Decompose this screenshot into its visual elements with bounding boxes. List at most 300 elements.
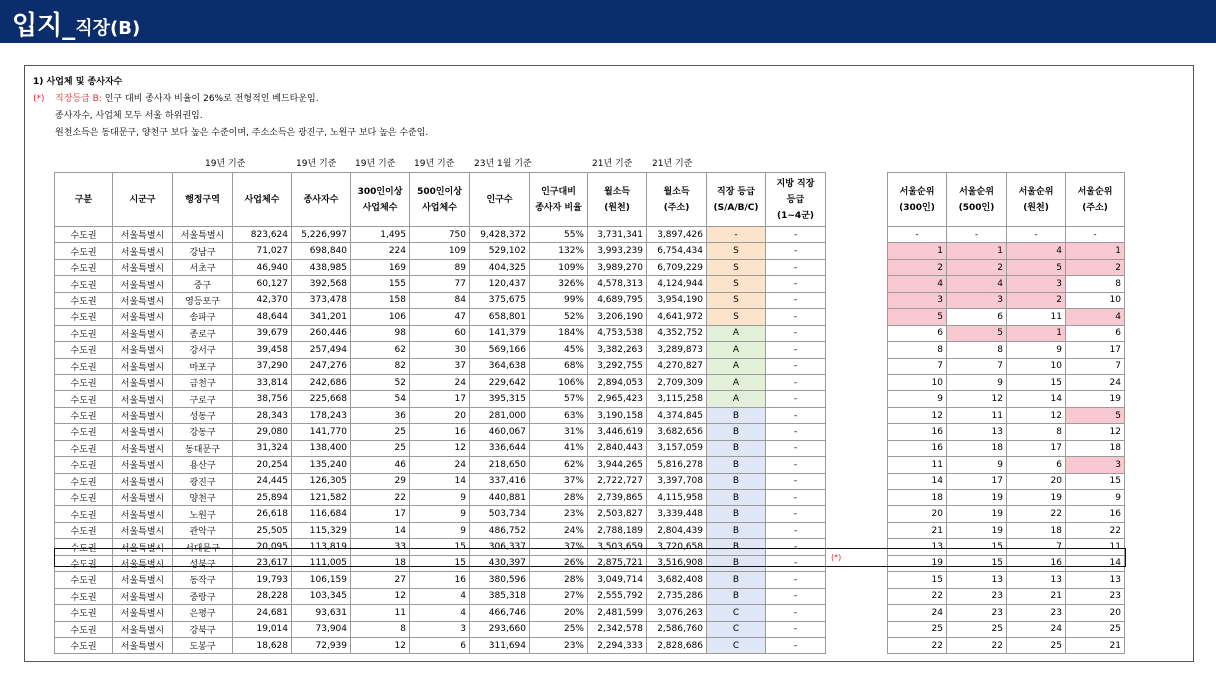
table-cell: 19,014 xyxy=(233,621,292,637)
table-cell: 28,228 xyxy=(233,588,292,604)
table-cell: 440,881 xyxy=(470,490,530,506)
rank-cell: 3 xyxy=(888,292,947,308)
table-cell: 106 xyxy=(351,309,410,325)
table-cell: 수도권 xyxy=(55,391,113,407)
grade-cell: - xyxy=(707,227,766,243)
table-cell: 47 xyxy=(410,309,470,325)
note-line-2: 종사자수, 사업체 모두 서울 하위권임. xyxy=(55,111,203,121)
rank-column-header: 서울순위 (500인) xyxy=(947,173,1007,227)
rank-cell: 17 xyxy=(1066,342,1125,358)
table-cell: 양천구 xyxy=(173,490,233,506)
table-row xyxy=(55,621,826,637)
rank-table xyxy=(887,172,1125,654)
table-cell: 수도권 xyxy=(55,637,113,653)
table-cell: - xyxy=(766,374,826,390)
table-cell: 37% xyxy=(530,539,588,555)
table-cell: 11 xyxy=(351,605,410,621)
table-cell: 392,568 xyxy=(292,276,351,292)
rank-cell: 18 xyxy=(888,490,947,506)
table-cell: 225,668 xyxy=(292,391,351,407)
table-cell: 수도권 xyxy=(55,605,113,621)
rank-row xyxy=(888,440,1125,456)
table-cell: - xyxy=(766,309,826,325)
table-cell: 115,329 xyxy=(292,522,351,538)
table-cell: 54 xyxy=(351,391,410,407)
grade-cell: B xyxy=(707,555,766,571)
grade-label: 직장등급 B: xyxy=(55,94,102,104)
table-cell: 광진구 xyxy=(173,473,233,489)
grade-cell: B xyxy=(707,457,766,473)
table-cell: 3,516,908 xyxy=(647,555,707,571)
column-header: 300인이상 사업체수 xyxy=(351,173,410,227)
table-cell: 6,754,434 xyxy=(647,243,707,259)
table-cell: 37,290 xyxy=(233,358,292,374)
table-cell: 수도권 xyxy=(55,572,113,588)
table-cell: 20 xyxy=(410,407,470,423)
table-cell: 89 xyxy=(410,259,470,275)
table-cell: 수도권 xyxy=(55,292,113,308)
table-cell: 326% xyxy=(530,276,588,292)
grade-cell: C xyxy=(707,621,766,637)
table-cell: 141,770 xyxy=(292,424,351,440)
rank-cell: 13 xyxy=(947,424,1007,440)
rank-cell: 21 xyxy=(1007,588,1066,604)
table-cell: 서울특별시 xyxy=(113,243,173,259)
table-cell: 529,102 xyxy=(470,243,530,259)
table-cell: - xyxy=(766,605,826,621)
table-cell: 서대문구 xyxy=(173,539,233,555)
rank-cell: 19 xyxy=(947,522,1007,538)
table-cell: 수도권 xyxy=(55,621,113,637)
table-cell: - xyxy=(766,506,826,522)
table-cell: - xyxy=(766,621,826,637)
table-cell: - xyxy=(766,588,826,604)
table-cell: 3,076,263 xyxy=(647,605,707,621)
table-cell: 46,940 xyxy=(233,259,292,275)
table-cell: 서울특별시 xyxy=(113,572,173,588)
table-cell: 26,618 xyxy=(233,506,292,522)
grade-cell: B xyxy=(707,506,766,522)
rank-cell: 4 xyxy=(947,276,1007,292)
table-cell: 380,596 xyxy=(470,572,530,588)
table-cell: 수도권 xyxy=(55,276,113,292)
rank-cell: 24 xyxy=(1007,621,1066,637)
table-cell: 은평구 xyxy=(173,605,233,621)
table-cell: 중랑구 xyxy=(173,588,233,604)
rank-cell: - xyxy=(1007,227,1066,243)
note-line-1 xyxy=(33,91,428,108)
rank-column-header: 서울순위 (300인) xyxy=(888,173,947,227)
table-cell: - xyxy=(766,292,826,308)
table-cell: 서울특별시 xyxy=(113,539,173,555)
rank-row xyxy=(888,605,1125,621)
table-cell: 2,739,865 xyxy=(588,490,647,506)
table-cell: 14 xyxy=(351,522,410,538)
table-row xyxy=(55,605,826,621)
rank-cell: 6 xyxy=(1066,325,1125,341)
rank-row xyxy=(888,506,1125,522)
table-cell: 12 xyxy=(410,440,470,456)
rank-cell: 4 xyxy=(888,276,947,292)
grade-cell: B xyxy=(707,440,766,456)
table-cell: 4,689,795 xyxy=(588,292,647,308)
rank-cell: 6 xyxy=(947,309,1007,325)
table-cell: 9 xyxy=(410,522,470,538)
rank-cell: 7 xyxy=(1007,539,1066,555)
rank-cell: 1 xyxy=(1007,325,1066,341)
rank-cell: 19 xyxy=(947,506,1007,522)
highlight-star: (*) xyxy=(831,553,842,562)
table-cell: 31% xyxy=(530,424,588,440)
rank-cell: 22 xyxy=(947,637,1007,653)
table-cell: 2,503,827 xyxy=(588,506,647,522)
table-cell: 4,374,845 xyxy=(647,407,707,423)
rank-row xyxy=(888,407,1125,423)
table-cell: 306,337 xyxy=(470,539,530,555)
table-cell: 2,894,053 xyxy=(588,374,647,390)
table-cell: 341,201 xyxy=(292,309,351,325)
table-cell: 서울특별시 xyxy=(113,391,173,407)
table-cell: 서울특별시 xyxy=(173,227,233,243)
table-cell: 구로구 xyxy=(173,391,233,407)
rank-cell: 5 xyxy=(947,325,1007,341)
rank-row xyxy=(888,276,1125,292)
table-cell: - xyxy=(766,358,826,374)
grade-cell: A xyxy=(707,391,766,407)
table-cell: 수도권 xyxy=(55,539,113,555)
notes-block xyxy=(33,74,428,142)
rank-cell: 8 xyxy=(1007,424,1066,440)
table-cell: 337,416 xyxy=(470,473,530,489)
grade-cell: B xyxy=(707,522,766,538)
table-cell: 15 xyxy=(410,555,470,571)
table-row xyxy=(55,457,826,473)
table-cell: - xyxy=(766,259,826,275)
table-cell: 수도권 xyxy=(55,555,113,571)
table-cell: 57% xyxy=(530,391,588,407)
table-cell: 수도권 xyxy=(55,473,113,489)
table-cell: 도봉구 xyxy=(173,637,233,653)
table-cell: 3,289,873 xyxy=(647,342,707,358)
basis-label: 19년 기준 xyxy=(205,159,246,169)
column-header: 인구수 xyxy=(470,173,530,227)
table-cell: 22 xyxy=(351,490,410,506)
table-cell: 서울특별시 xyxy=(113,325,173,341)
table-cell: 서울특별시 xyxy=(113,506,173,522)
table-cell: 2,788,189 xyxy=(588,522,647,538)
table-cell: 강북구 xyxy=(173,621,233,637)
table-cell: 46 xyxy=(351,457,410,473)
rank-cell: 8 xyxy=(1066,276,1125,292)
rank-cell: - xyxy=(947,227,1007,243)
rank-row xyxy=(888,424,1125,440)
table-cell: 12 xyxy=(351,588,410,604)
rank-cell: 23 xyxy=(1066,588,1125,604)
table-cell: 2,481,599 xyxy=(588,605,647,621)
table-cell: 5,226,997 xyxy=(292,227,351,243)
table-cell: 수도권 xyxy=(55,457,113,473)
table-cell: 116,684 xyxy=(292,506,351,522)
table-cell: 18,628 xyxy=(233,637,292,653)
table-row xyxy=(55,637,826,653)
highlight-row-box xyxy=(54,548,1126,567)
table-cell: 수도권 xyxy=(55,227,113,243)
rank-cell: 6 xyxy=(1007,457,1066,473)
table-cell: 52 xyxy=(351,374,410,390)
grade-cell: C xyxy=(707,637,766,653)
rank-cell: 24 xyxy=(1066,374,1125,390)
rank-row xyxy=(888,227,1125,243)
table-cell: 노원구 xyxy=(173,506,233,522)
table-row xyxy=(55,259,826,275)
table-cell: 2,709,309 xyxy=(647,374,707,390)
table-cell: 3 xyxy=(410,621,470,637)
section-title: 1) 사업체 및 종사자수 xyxy=(33,77,123,87)
table-cell: 25,505 xyxy=(233,522,292,538)
grade-cell: B xyxy=(707,539,766,555)
rank-cell: 25 xyxy=(1007,637,1066,653)
table-row xyxy=(55,358,826,374)
table-cell: - xyxy=(766,325,826,341)
rank-row xyxy=(888,572,1125,588)
table-cell: 1,495 xyxy=(351,227,410,243)
grade-cell: S xyxy=(707,309,766,325)
table-cell: 서울특별시 xyxy=(113,342,173,358)
basis-label: 19년 기준 xyxy=(355,159,396,169)
table-row xyxy=(55,342,826,358)
table-cell: - xyxy=(766,555,826,571)
table-cell: 19,793 xyxy=(233,572,292,588)
rank-cell: 12 xyxy=(947,391,1007,407)
table-cell: 3,190,158 xyxy=(588,407,647,423)
rank-cell: 10 xyxy=(1007,358,1066,374)
table-cell: 430,397 xyxy=(470,555,530,571)
table-cell: - xyxy=(766,473,826,489)
table-cell: - xyxy=(766,342,826,358)
table-cell: 45% xyxy=(530,342,588,358)
table-cell: 16 xyxy=(410,572,470,588)
basis-label: 21년 기준 xyxy=(652,159,693,169)
rank-cell: 2 xyxy=(1007,292,1066,308)
table-cell: 17 xyxy=(410,391,470,407)
table-cell: 4 xyxy=(410,605,470,621)
rank-cell: 1 xyxy=(888,243,947,259)
rank-cell: 2 xyxy=(888,259,947,275)
rank-row xyxy=(888,391,1125,407)
table-row xyxy=(55,391,826,407)
grade-cell: A xyxy=(707,342,766,358)
column-header: 직장 등급 (S/A/B/C) xyxy=(707,173,766,227)
table-cell: 2,294,333 xyxy=(588,637,647,653)
note-text-1: 인구 대비 종사자 비율이 26%로 전형적인 베드타운임. xyxy=(101,94,319,104)
rank-cell: 13 xyxy=(888,539,947,555)
table-cell: 503,734 xyxy=(470,506,530,522)
table-cell: 15 xyxy=(410,539,470,555)
rank-row xyxy=(888,490,1125,506)
table-cell: 서울특별시 xyxy=(113,292,173,308)
table-cell: 4,753,538 xyxy=(588,325,647,341)
table-cell: 126,305 xyxy=(292,473,351,489)
table-cell: 서울특별시 xyxy=(113,637,173,653)
rank-cell: 11 xyxy=(1066,539,1125,555)
column-header: 사업체수 xyxy=(233,173,292,227)
table-cell: 17 xyxy=(351,506,410,522)
table-cell: 158 xyxy=(351,292,410,308)
rank-cell: 7 xyxy=(888,358,947,374)
table-cell: 3,157,059 xyxy=(647,440,707,456)
table-cell: 39,679 xyxy=(233,325,292,341)
rank-cell: 17 xyxy=(1007,440,1066,456)
table-cell: 서울특별시 xyxy=(113,227,173,243)
table-cell: 33 xyxy=(351,539,410,555)
page-title xyxy=(12,5,140,42)
table-cell: 수도권 xyxy=(55,490,113,506)
rank-cell: 3 xyxy=(1066,457,1125,473)
rank-row xyxy=(888,588,1125,604)
table-row xyxy=(55,572,826,588)
table-cell: 141,379 xyxy=(470,325,530,341)
table-cell: 4,115,958 xyxy=(647,490,707,506)
grade-cell: S xyxy=(707,259,766,275)
rank-cell: 9 xyxy=(888,391,947,407)
table-cell: 12 xyxy=(351,637,410,653)
table-row xyxy=(55,490,826,506)
rank-cell: 11 xyxy=(1007,309,1066,325)
rank-cell: 14 xyxy=(888,473,947,489)
grade-cell: B xyxy=(707,407,766,423)
table-cell: 3,731,341 xyxy=(588,227,647,243)
table-cell: 25 xyxy=(351,440,410,456)
table-cell: 39,458 xyxy=(233,342,292,358)
table-cell: 16 xyxy=(410,424,470,440)
table-row xyxy=(55,588,826,604)
table-cell: 4 xyxy=(410,588,470,604)
table-cell: 2,840,443 xyxy=(588,440,647,456)
column-header: 지방 직장 등급 (1~4군) xyxy=(766,173,826,227)
table-cell: 9 xyxy=(410,490,470,506)
table-cell: 서울특별시 xyxy=(113,588,173,604)
rank-cell: 8 xyxy=(947,342,1007,358)
rank-cell: 9 xyxy=(947,374,1007,390)
rank-cell: 7 xyxy=(947,358,1007,374)
table-cell: 3,206,190 xyxy=(588,309,647,325)
table-cell: 마포구 xyxy=(173,358,233,374)
table-cell: - xyxy=(766,243,826,259)
table-cell: 24 xyxy=(410,374,470,390)
table-cell: 311,694 xyxy=(470,637,530,653)
table-cell: - xyxy=(766,490,826,506)
table-cell: 수도권 xyxy=(55,243,113,259)
table-cell: 242,686 xyxy=(292,374,351,390)
table-cell: 수도권 xyxy=(55,374,113,390)
basis-label: 19년 기준 xyxy=(296,159,337,169)
table-cell: 3,049,714 xyxy=(588,572,647,588)
table-cell: 2,965,423 xyxy=(588,391,647,407)
table-row xyxy=(55,407,826,423)
table-cell: 3,503,659 xyxy=(588,539,647,555)
rank-cell: 23 xyxy=(947,588,1007,604)
rank-cell: 13 xyxy=(947,572,1007,588)
table-cell: 41% xyxy=(530,440,588,456)
table-cell: 서울특별시 xyxy=(113,522,173,538)
table-cell: 135,240 xyxy=(292,457,351,473)
table-cell: 438,985 xyxy=(292,259,351,275)
basis-label: 21년 기준 xyxy=(592,159,633,169)
table-cell: 569,166 xyxy=(470,342,530,358)
rank-cell: 1 xyxy=(947,243,1007,259)
table-cell: 71,027 xyxy=(233,243,292,259)
table-cell: - xyxy=(766,407,826,423)
table-cell: 48,644 xyxy=(233,309,292,325)
table-cell: 155 xyxy=(351,276,410,292)
rank-cell: 18 xyxy=(1066,440,1125,456)
table-cell: 62 xyxy=(351,342,410,358)
table-cell: 77 xyxy=(410,276,470,292)
grade-cell: B xyxy=(707,490,766,506)
rank-cell: 22 xyxy=(1066,522,1125,538)
column-header: 시군구 xyxy=(113,173,173,227)
table-row xyxy=(55,374,826,390)
table-cell: 60 xyxy=(410,325,470,341)
rank-column-header: 서울순위 (원천) xyxy=(1007,173,1066,227)
column-header: 종사자수 xyxy=(292,173,351,227)
table-cell: 27% xyxy=(530,588,588,604)
table-cell: 서울특별시 xyxy=(113,473,173,489)
table-cell: 9 xyxy=(410,506,470,522)
table-cell: 20% xyxy=(530,605,588,621)
rank-cell: 2 xyxy=(947,259,1007,275)
table-cell: 72,939 xyxy=(292,637,351,653)
table-row xyxy=(55,473,826,489)
table-row xyxy=(55,227,826,243)
rank-cell: 18 xyxy=(947,440,1007,456)
table-cell: 5,816,278 xyxy=(647,457,707,473)
table-cell: 강남구 xyxy=(173,243,233,259)
rank-cell: 13 xyxy=(1066,572,1125,588)
table-cell: 218,650 xyxy=(470,457,530,473)
rank-cell: 11 xyxy=(947,407,1007,423)
rank-row xyxy=(888,621,1125,637)
table-cell: 수도권 xyxy=(55,506,113,522)
main-data-table xyxy=(54,172,826,654)
table-cell: 42,370 xyxy=(233,292,292,308)
rank-cell: 6 xyxy=(888,325,947,341)
rank-cell: 15 xyxy=(947,539,1007,555)
table-cell: 184% xyxy=(530,325,588,341)
table-cell: - xyxy=(766,637,826,653)
rank-cell: 9 xyxy=(1066,490,1125,506)
table-cell: - xyxy=(766,539,826,555)
table-cell: 동대문구 xyxy=(173,440,233,456)
rank-row xyxy=(888,292,1125,308)
table-cell: 3,446,619 xyxy=(588,424,647,440)
grade-cell: A xyxy=(707,374,766,390)
table-cell: 395,315 xyxy=(470,391,530,407)
table-cell: 동작구 xyxy=(173,572,233,588)
table-cell: 강서구 xyxy=(173,342,233,358)
rank-cell: 19 xyxy=(888,555,947,571)
table-cell: 24% xyxy=(530,522,588,538)
table-cell: 336,644 xyxy=(470,440,530,456)
rank-cell: 3 xyxy=(947,292,1007,308)
rank-cell: 9 xyxy=(1007,342,1066,358)
column-header: 월소득 (주소) xyxy=(647,173,707,227)
table-cell: 3,682,656 xyxy=(647,424,707,440)
table-cell: 93,631 xyxy=(292,605,351,621)
table-cell: 영등포구 xyxy=(173,292,233,308)
table-cell: 2,342,578 xyxy=(588,621,647,637)
table-cell: 6,709,229 xyxy=(647,259,707,275)
